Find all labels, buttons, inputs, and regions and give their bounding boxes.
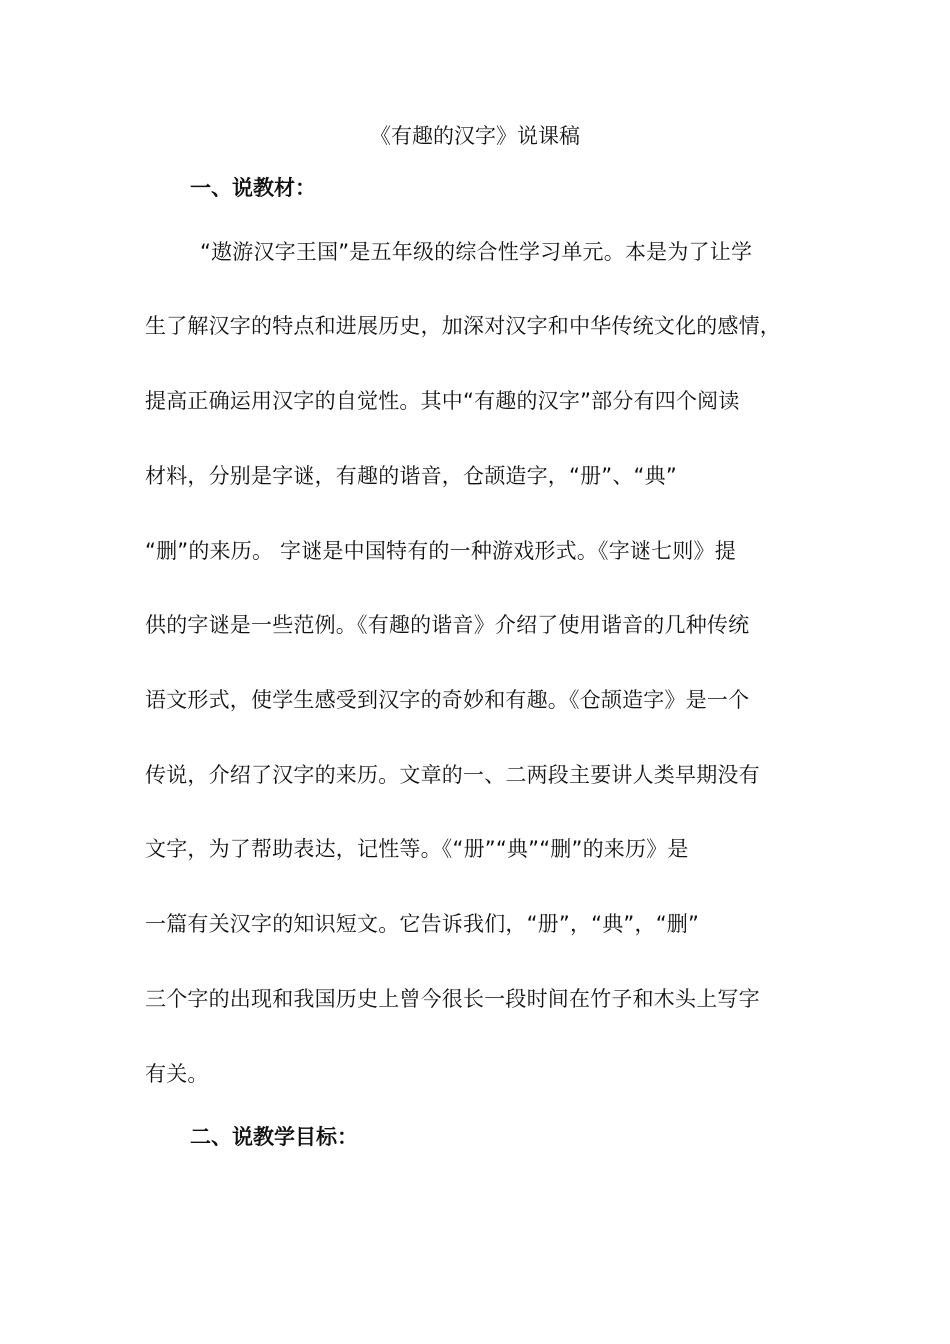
paragraph-line: 供的字谜是一些范例。《有趣的谐音》介绍了使用谐音的几种传统 <box>145 613 750 637</box>
section-heading-teaching-material: 一、说教材： <box>190 176 316 200</box>
paragraph-line: 文字，为了帮助表达，记性等。《“册”“典”“删”的来历》是 <box>145 837 689 861</box>
paragraph-line: 生了解汉字的特点和进展历史，加深对汉字和中华传统文化的感情， <box>145 314 781 338</box>
paragraph-line: “删”的来历。 字谜是中国特有的一种游戏形式。《字谜七则》提 <box>145 539 736 563</box>
paragraph-line: 一篇有关汉字的知识短文。它告诉我们，“册”，“典”，“删” <box>145 912 700 936</box>
paragraph-line: 三个字的出现和我国历史上曾今很长一段时间在竹子和木头上写字 <box>145 987 760 1011</box>
section-heading-teaching-objectives: 二、说教学目标： <box>190 1125 358 1149</box>
paragraph-line: 材料，分别是字谜，有趣的谐音，仓颉造字，“册”、“典” <box>145 464 677 488</box>
paragraph-line: 提高正确运用汉字的自觉性。其中“有趣的汉字”部分有四个阅读 <box>145 389 740 413</box>
paragraph-line: 语文形式，使学生感受到汉字的奇妙和有趣。《仓颉造字》是一个 <box>145 688 750 712</box>
document-title: 《有趣的汉字》说课稿 <box>370 124 580 148</box>
paragraph-line: “遨游汉字王国”是五年级的综合性学习单元。本是为了让学 <box>200 240 753 264</box>
paragraph-line: 有关。 <box>145 1062 209 1086</box>
paragraph-line: 传说，介绍了汉字的来历。文章的一、二两段主要讲人类早期没有 <box>145 763 760 787</box>
